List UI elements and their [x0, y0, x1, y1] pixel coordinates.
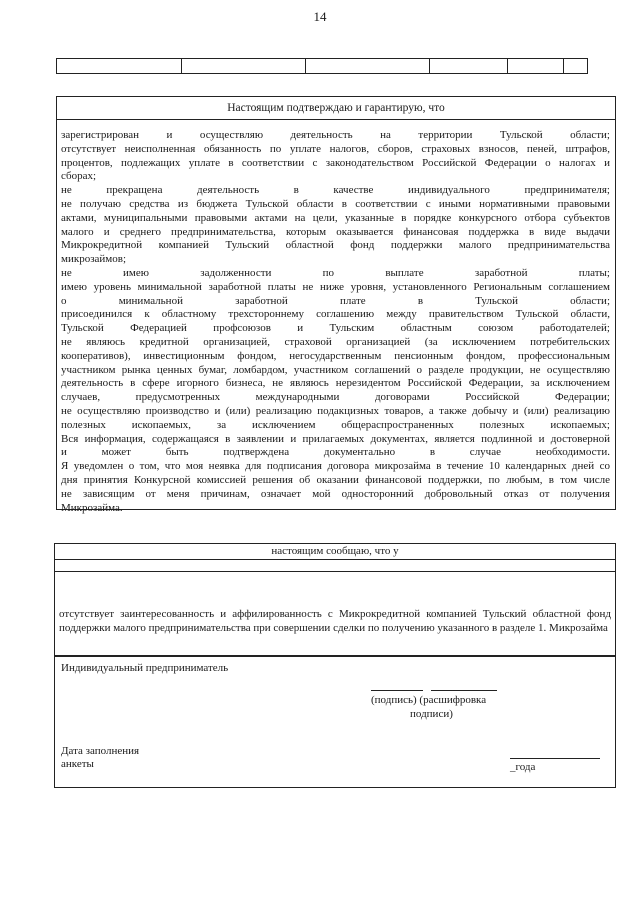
header-cells-strip: [56, 58, 588, 74]
guarantee-line: о минимальной заработной плате в Тульской области;: [61, 294, 610, 307]
cell-divider: [507, 59, 508, 73]
guarantee-line: отсутствует неисполненная обязанность по уплате налогов, сборов, страховых взносов, пеней, штрафов,: [61, 142, 610, 155]
guarantee-line: малого и среднего предпринимательства, которым оказывается финансовая поддержка в виде выдачи: [61, 225, 610, 238]
signature-caption: (подпись) (расшифровка: [371, 694, 487, 706]
guarantee-line: не зависящим от меня причинам, означает мой односторонний добровольный отказ от получения: [61, 487, 610, 500]
guarantee-line: зарегистрирован и осуществляю деятельность на территории Тульской области;: [61, 129, 610, 141]
guarantee-line: микрозаймов;: [61, 253, 127, 266]
cell-divider: [563, 59, 564, 73]
affiliation-title: настоящим сообщаю, что у: [55, 544, 615, 560]
guarantee-line: имею уровень минимальной заработной платы не ниже уровня, установленного Региональным соглашением: [61, 280, 610, 293]
guarantee-line: сборах;: [61, 170, 97, 183]
signature-caption-cont: подписи): [410, 708, 453, 720]
guarantee-line: не осуществляю производство и (или) реализацию подакцизных товаров, а также добычу и (или) реализацию: [61, 404, 610, 417]
guarantee-line: деятельность в сфере игорного бизнеса, не являюсь нерезидентом Российской Федерации, за исключением: [61, 377, 610, 390]
guarantee-line: не прекращена деятельность в качестве индивидуального предпринимателя;: [61, 184, 610, 197]
guarantee-line: процентов, подлежащих уплате в соответствии с законодательством Российской Федерации о налогах и: [61, 156, 610, 169]
entrepreneur-label: Индивидуальный предприниматель: [61, 662, 229, 674]
guarantee-line: не являюсь кредитной организацией, страховой организацией (за исключением потребительских: [61, 335, 610, 348]
affiliation-box: [54, 543, 616, 656]
guarantee-line: Микрокредитной компанией Тульский областной фонд поддержки малого предпринимательства: [61, 239, 610, 252]
guarantees-box: [56, 96, 616, 514]
date-line: [510, 758, 600, 759]
affiliation-text: [59, 607, 611, 635]
guarantees-title: Настоящим подтверждаю и гарантирую, что: [57, 97, 615, 120]
affiliation-paragraph: отсутствует заинтересованность и аффилированность с Микрокредитной компанией Тульский областной фонд поддержки малого предпринимательства при совершении сделки по получению указанного в разделе 1. Микрозайма: [59, 608, 611, 634]
guarantee-line: участником рынка ценных бумаг, ломбардом, участником соглашений о разделе продукции, не осуществляю: [61, 363, 610, 376]
guarantee-line: Вся информация, содержащаяся в заявлении и прилагаемых документах, является подлинной и достоверной: [61, 432, 610, 445]
guarantee-line: присоединился к областному трехстороннему соглашению между правительством Тульской области,: [61, 308, 610, 321]
guarantee-line: актами, муниципальными правовыми актами на цели, указанные в порядке конкурсного отбора субъектов: [61, 211, 610, 224]
signature-line: [371, 690, 423, 691]
guarantee-line: кооперативов), инвестиционным фондом, негосударственным пенсионным фондом, профессиональным: [61, 349, 610, 362]
affiliation-blank-field: [55, 559, 615, 572]
guarantee-line: не имею задолженности по выплате заработной платы;: [61, 266, 610, 279]
cell-divider: [305, 59, 306, 73]
guarantees-text: [61, 129, 610, 515]
guarantee-line: случаев, предусмотренных международными договорами Российской Федерации;: [61, 391, 610, 404]
guarantee-line: Микрозайма.: [61, 501, 123, 514]
guarantee-line: не получаю средства из бюджета Тульской области в соответствии с иными нормативными правовыми: [61, 197, 610, 210]
guarantee-line: Тульской Федерацией профсоюзов и Тульским областным союзом работодателей;: [61, 322, 610, 335]
signature-name-line: [431, 690, 497, 691]
guarantee-line: и может быть подтверждена документально в случае необходимости.: [61, 446, 610, 459]
cell-divider: [429, 59, 430, 73]
date-label: Дата заполнения: [61, 745, 140, 757]
guarantee-line: дня принятия Конкурсной комиссией решения об оказании финансовой поддержки, по любым, в том числе: [61, 473, 610, 486]
date-label-cont: анкеты: [61, 758, 94, 770]
guarantee-line: полезных ископаемых, за исключением общераспространенных полезных ископаемых;: [61, 418, 610, 431]
guarantee-line: Я уведомлен о том, что моя неявка для подписания договора микрозайма в течение 10 календарных дней со: [61, 460, 610, 473]
cell-divider: [181, 59, 182, 73]
year-suffix: _года: [510, 761, 536, 773]
page-number: 14: [313, 9, 327, 24]
signature-box: [54, 656, 616, 788]
